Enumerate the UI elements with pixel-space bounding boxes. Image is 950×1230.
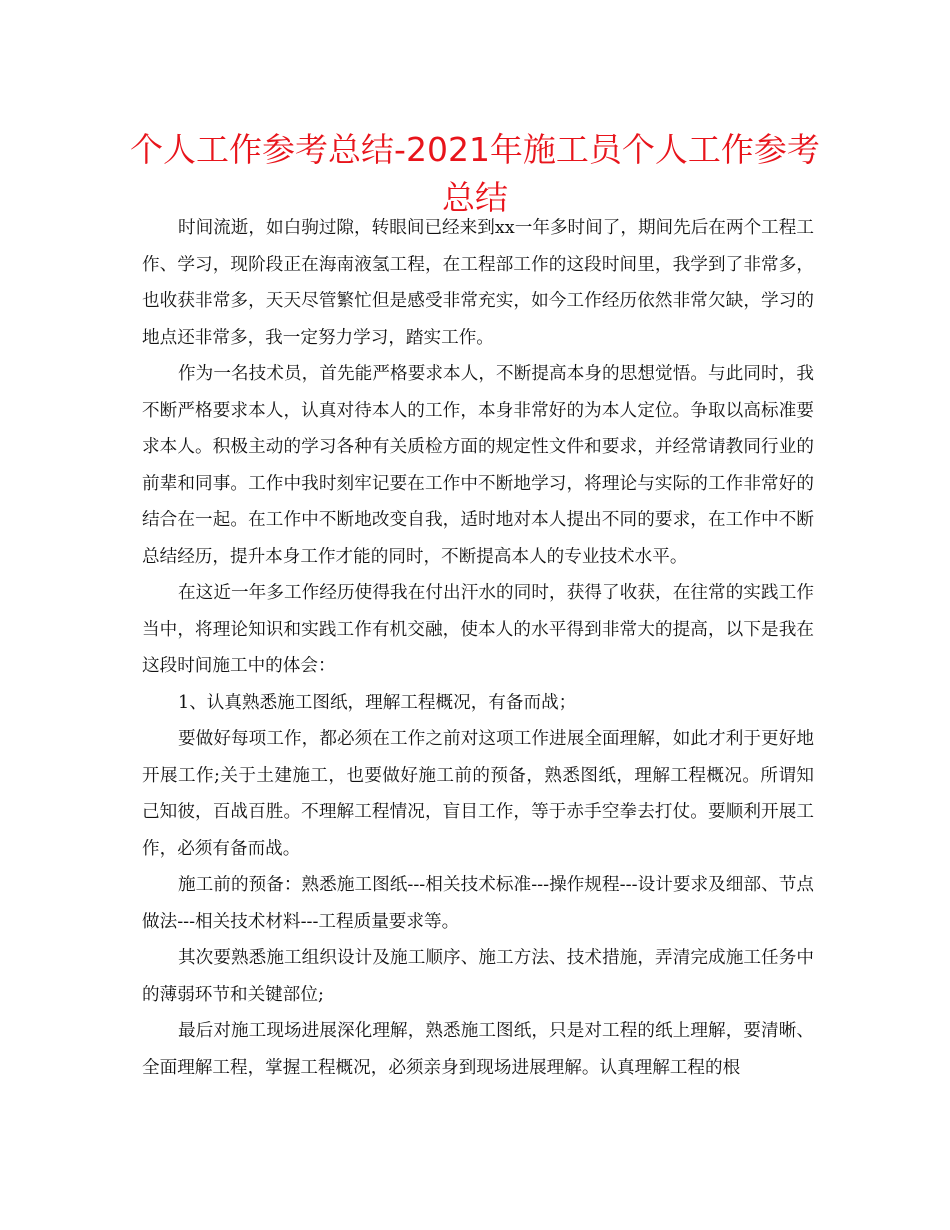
paragraph: 1、认真熟悉施工图纸，理解工程概况，有备而战； <box>178 692 577 713</box>
paragraph: 在这近一年多工作经历使得我在付出汗水的同时，获得了收获，在往常的实践工作当中，将理论知识和实践工作有机交融，使本人的水平得到非常大的提高，以下是我在这段时间施工中的体会： <box>142 583 814 676</box>
paragraph: 施工前的预备：熟悉施工图纸---相关技术标准---操作规程---设计要求及细部、节点做法---相关技术材料---工程质量要求等。 <box>142 875 814 932</box>
paragraph: 最后对施工现场进展深化理解，熟悉施工图纸，只是对工程的纸上理解，要清晰、全面理解工程，掌握工程概况，必须亲身到现场进展理解。认真理解工程的根 <box>142 1021 814 1078</box>
paragraph: 作为一名技术员，首先能严格要求本人，不断提高本身的思想觉悟。与此同时，我不断严格要求本人，认真对待本人的工作，本身非常好的为本人定位。争取以高标准要求本人。积极主动的学习各种有关质检方面的规定性文件和要求，并经常请教同行业的前辈和同事。工作中我时刻牢记要在工作中不断地学习，将理论与实际的工作非常好的结合在一起。在工作中不断地改变自我，适时地对本人提出不同的要求，在工作中不断总结经历，提升本身工作才能的同时，不断提高本人的专业技术水平。 <box>142 364 814 567</box>
paragraph: 其次要熟悉施工组织设计及施工顺序、施工方法、技术措施，弄清完成施工任务中的薄弱环节和关键部位; <box>142 948 814 1005</box>
document-body <box>142 210 814 1086</box>
document-title: 个人工作参考总结-2021年施工员个人工作参考总结 <box>130 130 820 217</box>
paragraph: 要做好每项工作，都必须在工作之前对这项工作进展全面理解，如此才利于更好地开展工作;关于土建施工，也要做好施工前的预备，熟悉图纸，理解工程概况。所谓知己知彼，百战百胜。不理解工程情况，盲目工作，等于赤手空拳去打仗。要顺利开展工作，必须有备而战。 <box>142 729 814 859</box>
paragraph: 时间流逝，如白驹过隙，转眼间已经来到xx一年多时间了，期间先后在两个工程工作、学习，现阶段正在海南液氢工程，在工程部工作的这段时间里，我学到了非常多，也收获非常多，天天尽管繁忙但是感受非常充实，如今工作经历依然非常欠缺，学习的地点还非常多，我一定努力学习，踏实工作。 <box>142 218 814 348</box>
